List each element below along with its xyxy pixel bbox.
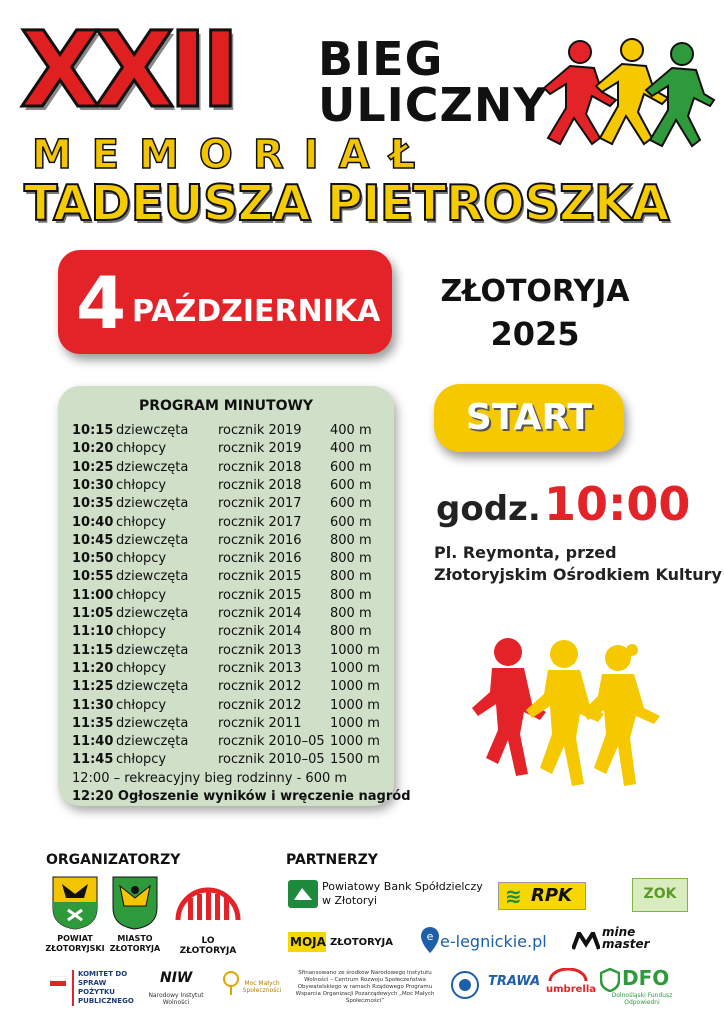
row-distance: 1000 m bbox=[330, 734, 380, 750]
start-label: START bbox=[465, 397, 593, 438]
mine-label: mine bbox=[602, 925, 636, 939]
row-distance: 1000 m bbox=[330, 660, 380, 676]
row-year: rocznik 2017 bbox=[218, 514, 302, 530]
start-place-line2: Złotoryjskim Ośrodkiem Kultury bbox=[434, 565, 722, 584]
row-distance: 1000 m bbox=[330, 679, 380, 695]
rpk-label: RPK bbox=[531, 885, 573, 906]
dfo-sublabel: Dolnośląski Fundusz Odpowiedni bbox=[611, 992, 673, 1006]
partners-title: PARTNERZY bbox=[286, 852, 378, 868]
start-hour-prefix: godz. bbox=[436, 489, 541, 529]
row-time: 10:30 bbox=[72, 477, 114, 493]
title-uliczny: ULICZNY bbox=[318, 78, 548, 132]
zok-logo bbox=[632, 878, 688, 912]
zok-label: ZOK bbox=[643, 886, 677, 902]
row-distance: 600 m bbox=[330, 496, 372, 512]
row-year: rocznik 2018 bbox=[218, 477, 302, 493]
row-distance: 800 m bbox=[330, 624, 372, 640]
title-memorial: MEMORIAŁ bbox=[32, 132, 436, 178]
row-year: rocznik 2015 bbox=[218, 569, 302, 585]
svg-text:e: e bbox=[426, 930, 434, 943]
organizer-lo-label: LO ZŁOTORYJA bbox=[179, 936, 237, 956]
row-year: rocznik 2013 bbox=[218, 642, 302, 658]
powiat-coat-of-arms-icon bbox=[52, 876, 98, 930]
row-year: rocznik 2010–05 bbox=[218, 752, 325, 768]
bank-name-line2: w Złotoryi bbox=[322, 894, 378, 907]
start-hour: 10:00 bbox=[544, 477, 691, 531]
row-year: rocznik 2018 bbox=[218, 459, 302, 475]
row-time: 10:15 bbox=[72, 423, 114, 438]
row-group: dziewczęta bbox=[116, 569, 189, 585]
komitet-label: KOMITET DO SPRAW POŻYTKU PUBLICZNEGO bbox=[72, 970, 138, 1006]
row-time: 10:20 bbox=[72, 441, 114, 457]
row-time: 10:55 bbox=[72, 569, 114, 585]
row-distance: 600 m bbox=[330, 459, 372, 475]
event-city: ZŁOTORYJA bbox=[440, 274, 630, 309]
moc-malych-spolecznosci-icon bbox=[222, 970, 240, 996]
row-year: rocznik 2012 bbox=[218, 679, 302, 695]
row-distance: 800 m bbox=[330, 606, 372, 621]
row-year: rocznik 2015 bbox=[218, 587, 302, 603]
region-seal-icon bbox=[450, 970, 480, 1000]
e-legnickie-pin-icon bbox=[420, 926, 440, 954]
row-year: rocznik 2019 bbox=[218, 423, 302, 438]
row-year: rocznik 2016 bbox=[218, 532, 302, 548]
rpk-mark-icon: ≋ bbox=[505, 884, 520, 908]
runners-logo-icon bbox=[530, 34, 716, 164]
organizer-powiat-label: POWIAT ZŁOTORYJSKI bbox=[45, 934, 105, 953]
row-group: chłopcy bbox=[116, 752, 167, 768]
row-group: dziewczęta bbox=[116, 715, 189, 731]
row-distance: 800 m bbox=[330, 587, 372, 603]
miasto-coat-of-arms-icon bbox=[112, 876, 158, 930]
row-group: dziewczęta bbox=[116, 496, 189, 512]
row-time: 11:35 bbox=[72, 715, 114, 731]
row-group: chłopcy bbox=[116, 477, 167, 493]
row-year: rocznik 2019 bbox=[218, 441, 302, 457]
row-year: rocznik 2014 bbox=[218, 624, 302, 640]
row-group: chłopcy bbox=[116, 514, 167, 530]
row-group: dziewczęta bbox=[116, 423, 189, 438]
trawa-label: TRAWA bbox=[488, 974, 541, 989]
row-year: rocznik 2011 bbox=[218, 715, 302, 731]
row-time: 10:50 bbox=[72, 551, 114, 567]
row-group: dziewczęta bbox=[116, 734, 189, 750]
moc-label: Moc Małych Społeczności bbox=[242, 980, 282, 994]
row-distance: 400 m bbox=[330, 423, 372, 438]
row-distance: 1000 m bbox=[330, 697, 380, 713]
row-group: dziewczęta bbox=[116, 679, 189, 695]
moja-logo bbox=[288, 932, 326, 952]
date-day: 4 bbox=[75, 261, 127, 345]
moja-suffix: ZŁOTORYJA bbox=[330, 937, 393, 948]
e-legnickie-label: e-legnickie.pl bbox=[440, 932, 547, 951]
row-group: dziewczęta bbox=[116, 459, 189, 475]
row-time: 10:40 bbox=[72, 514, 114, 530]
start-place-line1: Pl. Reymonta, przed bbox=[434, 543, 617, 562]
bank-logo-icon bbox=[288, 880, 318, 908]
row-time: 11:40 bbox=[72, 734, 114, 750]
program-awards-text: 12:20 Ogłoszenie wyników i wręczenie nagród bbox=[72, 789, 411, 804]
organizers-title: ORGANIZATORZY bbox=[46, 852, 181, 868]
row-time: 10:35 bbox=[72, 496, 114, 512]
row-year: rocznik 2014 bbox=[218, 606, 302, 621]
rpk-logo bbox=[498, 882, 586, 910]
row-group: dziewczęta bbox=[116, 606, 189, 621]
niw-label: NIW bbox=[160, 970, 193, 986]
row-year: rocznik 2017 bbox=[218, 496, 302, 512]
lo-zlotoryja-logo-icon bbox=[172, 876, 244, 926]
umbrella-label: umbrella bbox=[546, 984, 597, 995]
moja-label: MOJA bbox=[290, 935, 326, 949]
row-time: 11:30 bbox=[72, 697, 114, 713]
mine-master-mark-icon bbox=[572, 932, 600, 950]
row-time: 10:45 bbox=[72, 532, 114, 548]
row-group: chłopcy bbox=[116, 697, 167, 713]
title-patron-name: TADEUSZA PIETROSZKA bbox=[24, 175, 669, 232]
funding-note: Sfinansowano ze środków Narodowego Instytutu Wolności – Centrum Rozwoju Społeczeństwa Obywatelskiego w ramach Rządowego Programu Wsparcia Organizacji Pozarządowych „Moc Małych Społeczności” bbox=[295, 970, 435, 1004]
row-year: rocznik 2012 bbox=[218, 697, 302, 713]
event-year: 2025 bbox=[490, 315, 580, 353]
row-time: 11:00 bbox=[72, 587, 114, 603]
row-group: chłopcy bbox=[116, 551, 167, 567]
row-group: chłopcy bbox=[116, 441, 167, 457]
row-distance: 1000 m bbox=[330, 642, 380, 658]
program-family-run-text: 12:00 – rekreacyjny bieg rodzinny - 600 m bbox=[72, 770, 348, 786]
organizer-miasto-label: MIASTO ZŁOTORYJA bbox=[109, 934, 161, 953]
kids-running-icon bbox=[468, 634, 668, 794]
date-month: PAŹDZIERNIKA bbox=[132, 294, 381, 329]
niw-sublabel: Narodowy Instytut Wolności bbox=[148, 992, 204, 1006]
umbrella-icon bbox=[548, 968, 588, 982]
master-label: master bbox=[602, 937, 650, 951]
row-distance: 600 m bbox=[330, 514, 372, 530]
row-year: rocznik 2013 bbox=[218, 660, 302, 676]
row-distance: 1000 m bbox=[330, 715, 380, 731]
row-distance: 600 m bbox=[330, 477, 372, 493]
row-group: chłopcy bbox=[116, 624, 167, 640]
row-time: 11:45 bbox=[72, 752, 114, 768]
row-distance: 800 m bbox=[330, 569, 372, 585]
row-time: 11:25 bbox=[72, 679, 114, 695]
dfo-shield-icon bbox=[600, 968, 620, 992]
row-group: chłopcy bbox=[116, 587, 167, 603]
event-edition-numeral: XXII bbox=[20, 9, 234, 131]
row-time: 10:25 bbox=[72, 459, 114, 475]
row-time: 11:10 bbox=[72, 624, 114, 640]
row-group: dziewczęta bbox=[116, 532, 189, 548]
row-distance: 800 m bbox=[330, 551, 372, 567]
row-time: 11:05 bbox=[72, 606, 114, 621]
row-year: rocznik 2016 bbox=[218, 551, 302, 567]
row-year: rocznik 2010–05 bbox=[218, 734, 325, 750]
row-distance: 800 m bbox=[330, 532, 372, 548]
bank-name-line1: Powiatowy Bank Spółdzielczy bbox=[322, 880, 483, 893]
row-distance: 1500 m bbox=[330, 752, 380, 768]
program-title: PROGRAM MINUTOWY bbox=[138, 398, 314, 414]
row-distance: 400 m bbox=[330, 441, 372, 457]
row-time: 11:20 bbox=[72, 660, 114, 676]
polish-flag-icon bbox=[50, 976, 66, 986]
dfo-label: DFO bbox=[622, 966, 670, 990]
row-time: 11:15 bbox=[72, 642, 114, 658]
row-group: dziewczęta bbox=[116, 642, 189, 658]
row-group: chłopcy bbox=[116, 660, 167, 676]
title-bieg: BIEG bbox=[318, 32, 444, 86]
